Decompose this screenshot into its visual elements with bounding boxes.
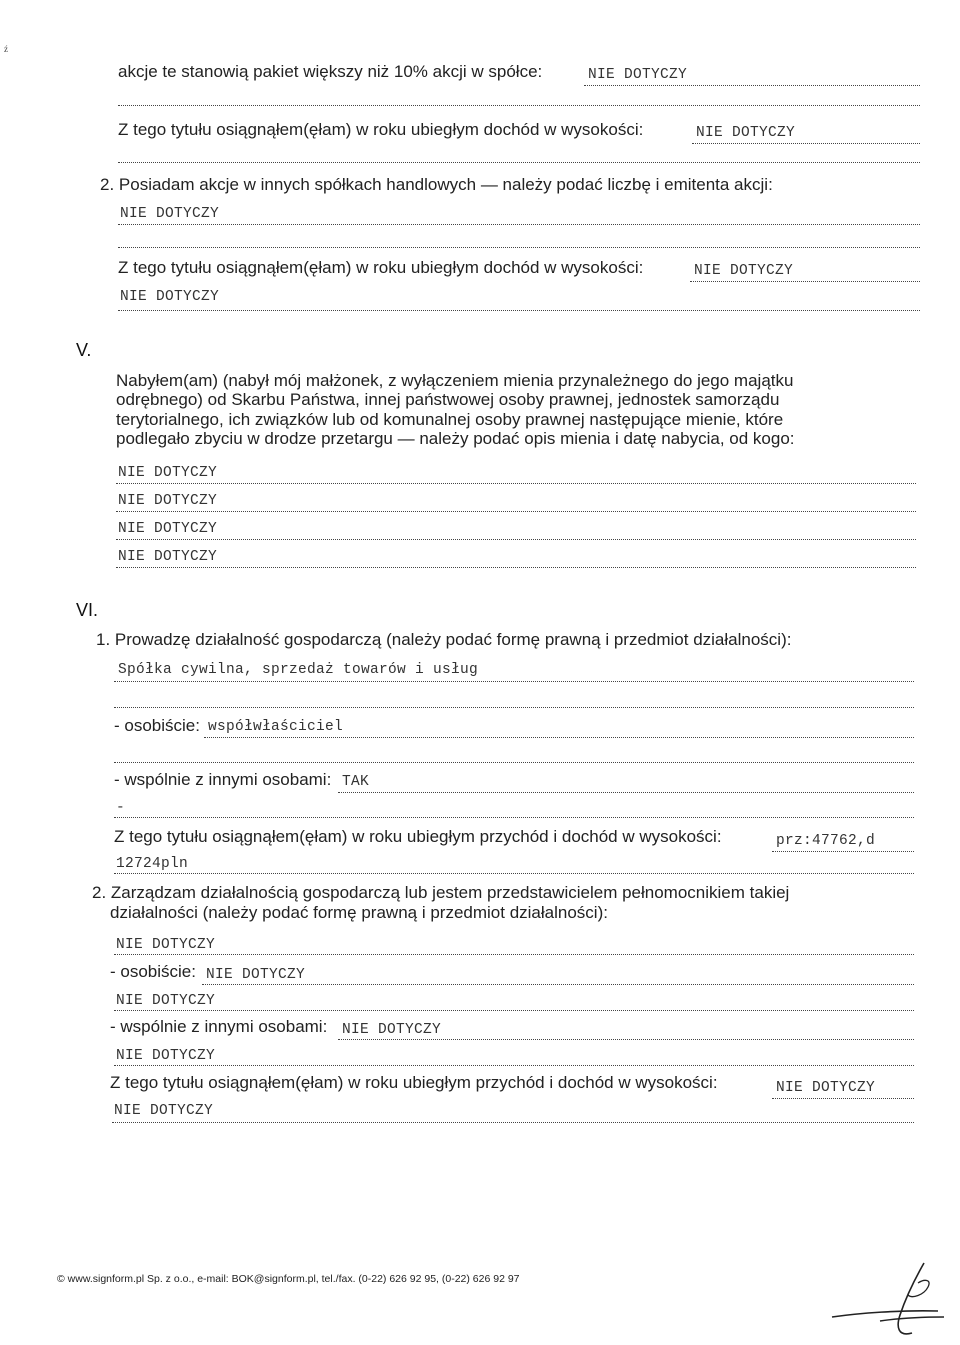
shares-item2-value: NIE DOTYCZY bbox=[120, 206, 220, 222]
income-value-2-cont: NIE DOTYCZY bbox=[120, 289, 220, 305]
section-v-value-4: NIE DOTYCZY bbox=[118, 549, 218, 565]
answer-line bbox=[114, 1010, 914, 1011]
personal-label: - osobiście: bbox=[114, 716, 200, 735]
personal-label-2: - osobiście: bbox=[110, 962, 196, 981]
answer-line bbox=[116, 483, 916, 484]
answer-line bbox=[692, 143, 920, 144]
shares-over-10-value: NIE DOTYCZY bbox=[588, 67, 688, 83]
answer-line bbox=[114, 762, 914, 763]
revenue-label-2: Z tego tytułu osiągnąłem(ęłam) w roku ubiegłym przychód i dochód w wysokości: bbox=[110, 1073, 718, 1092]
answer-line bbox=[690, 281, 920, 282]
jointly-value: TAK bbox=[342, 774, 370, 790]
answer-line bbox=[204, 737, 914, 738]
section-v-value-1: NIE DOTYCZY bbox=[118, 465, 218, 481]
jointly-value-2-cont: NIE DOTYCZY bbox=[116, 1048, 216, 1064]
shares-over-10-label: akcje te stanowią pakiet większy niż 10% akcji w spółce: bbox=[118, 62, 543, 81]
business-item2-value: NIE DOTYCZY bbox=[116, 937, 216, 953]
business-item1-label: 1. Prowadzę działalność gospodarczą (należy podać formę prawną i przedmiot działalności): bbox=[96, 630, 792, 649]
section-vi-number: VI. bbox=[76, 600, 99, 620]
answer-line bbox=[338, 792, 914, 793]
answer-line bbox=[772, 1098, 914, 1099]
answer-line bbox=[114, 1065, 914, 1066]
revenue-value-2-cont: NIE DOTYCZY bbox=[114, 1103, 214, 1119]
section-v-text-2: odrębnego) od Skarbu Państwa, innej państwowej osoby prawnej, jednostek samorządu bbox=[116, 390, 780, 409]
income-value-2: NIE DOTYCZY bbox=[694, 263, 794, 279]
section-v-value-3: NIE DOTYCZY bbox=[118, 521, 218, 537]
jointly-label-2: - wspólnie z innymi osobami: bbox=[110, 1017, 328, 1036]
revenue-label-1: Z tego tytułu osiągnąłem(ęłam) w roku ubiegłym przychód i dochód w wysokości: bbox=[114, 827, 722, 846]
answer-line bbox=[114, 873, 914, 874]
answer-line bbox=[114, 817, 914, 818]
answer-line bbox=[118, 310, 920, 311]
answer-line bbox=[118, 247, 920, 248]
section-v-value-2: NIE DOTYCZY bbox=[118, 493, 218, 509]
shares-item2-label: 2. Posiadam akcje w innych spółkach handlowych — należy podać liczbę i emitenta akcji: bbox=[100, 175, 773, 194]
business-item2-label-1: 2. Zarządzam działalnością gospodarczą lub jestem przedstawicielem pełnomocnikiem takiej bbox=[92, 883, 790, 902]
answer-line bbox=[116, 567, 916, 568]
section-v-text-4: podlegało zbyciu w drodze przetargu — należy podać opis mienia i datę nabycia, od kogo: bbox=[116, 429, 795, 448]
business-item1-value: Spółka cywilna, sprzedaż towarów i usług bbox=[118, 662, 479, 678]
answer-line bbox=[114, 954, 914, 955]
revenue-value-2: NIE DOTYCZY bbox=[776, 1080, 876, 1096]
income-value-1: NIE DOTYCZY bbox=[696, 125, 796, 141]
income-label-1: Z tego tytułu osiągnąłem(ęłam) w roku ubiegłym dochód w wysokości: bbox=[118, 120, 644, 139]
answer-line bbox=[584, 85, 920, 86]
section-v-text-3: terytorialnego, ich związków lub od komunalnej osoby prawnej następujące mienie, które bbox=[116, 410, 784, 429]
jointly-value-2: NIE DOTYCZY bbox=[342, 1022, 442, 1038]
revenue-value-cont: 12724pln bbox=[116, 856, 189, 872]
jointly-label: - wspólnie z innymi osobami: bbox=[114, 770, 332, 789]
answer-line bbox=[118, 162, 920, 163]
personal-value-2: NIE DOTYCZY bbox=[206, 967, 306, 983]
jointly-dash: - bbox=[116, 800, 126, 816]
answer-line bbox=[118, 105, 920, 106]
answer-line bbox=[114, 707, 914, 708]
answer-line bbox=[772, 851, 914, 852]
footer-copyright: © www.signform.pl Sp. z o.o., e-mail: BOK@signform.pl, tel./fax. (0-22) 626 92 95, (0-22) 626 92 97 bbox=[57, 1273, 520, 1285]
answer-line bbox=[114, 681, 914, 682]
answer-line bbox=[116, 511, 916, 512]
revenue-value: prz:47762,d bbox=[776, 833, 876, 849]
answer-line bbox=[118, 224, 920, 225]
answer-line bbox=[338, 1039, 914, 1040]
answer-line bbox=[112, 1122, 914, 1123]
section-v-number: V. bbox=[76, 340, 92, 360]
answer-line bbox=[116, 539, 916, 540]
personal-value: współwłaściciel bbox=[208, 719, 344, 735]
answer-line bbox=[202, 984, 914, 985]
income-label-2: Z tego tytułu osiągnąłem(ęłam) w roku ubiegłym dochód w wysokości: bbox=[118, 258, 644, 277]
business-item2-label-2: działalności (należy podać formę prawną i przedmiot działalności): bbox=[110, 903, 608, 922]
signature-image bbox=[820, 1255, 960, 1345]
scan-mark: ź bbox=[4, 44, 8, 54]
section-v-text-1: Nabyłem(am) (nabył mój małżonek, z wyłączeniem mienia przynależnego do jego majątku bbox=[116, 371, 794, 390]
personal-value-2-cont: NIE DOTYCZY bbox=[116, 993, 216, 1009]
